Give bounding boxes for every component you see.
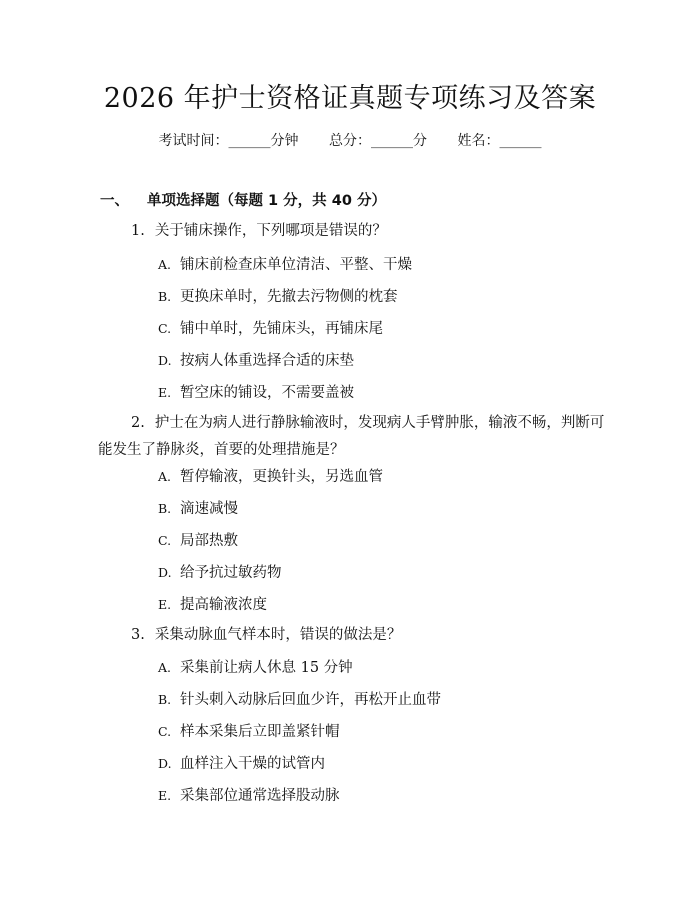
- option-1d: D. 按病人体重选择合适的床垫: [158, 353, 354, 369]
- option-3b: B. 针头刺入动脉后回血少许，再松开止血带: [158, 692, 441, 708]
- option-1e: E. 暂空床的铺设，不需要盖被: [158, 385, 354, 401]
- question-text: 采集动脉血气样本时，错误的做法是？: [154, 627, 402, 643]
- student-name: 姓名：______: [457, 133, 542, 149]
- option-3d: D. 血样注入干燥的试管内: [158, 756, 325, 772]
- option-3c: C. 样本采集后立即盖紧针帽: [158, 724, 340, 740]
- option-2a: A. 暂停输液，更换针头，另选血管: [158, 469, 383, 485]
- section-number: 一、: [100, 193, 129, 209]
- question-number: 3.: [131, 627, 145, 643]
- option-3a: A. 采集前让病人休息 15 分钟: [158, 660, 353, 676]
- option-3e: E. 采集部位通常选择股动脉: [158, 788, 340, 804]
- question-text: 关于铺床操作，下列哪项是错误的？: [154, 223, 387, 239]
- exam-meta: [0, 131, 700, 151]
- exam-time: 考试时间：______分钟: [158, 133, 299, 149]
- option-1a: A. 铺床前检查床单位清洁、平整、干燥: [158, 257, 412, 273]
- question-1: [98, 218, 608, 245]
- option-2c: C. 局部热敷: [158, 533, 238, 549]
- question-3: [98, 622, 608, 649]
- total-score: 总分：______分: [329, 133, 427, 149]
- question-text: 护士在为病人进行静脉输液时，发现病人手臂肿胀，输液不畅，判断可能发生了静脉炎，首要的处理措施是？: [98, 415, 605, 458]
- option-1b: B. 更换床单时，先撤去污物侧的枕套: [158, 289, 398, 305]
- option-2e: E. 提高输液浓度: [158, 597, 267, 613]
- question-number: 1.: [131, 223, 145, 239]
- question-2: [98, 410, 608, 464]
- option-2d: D. 给予抗过敏药物: [158, 565, 282, 581]
- page-title: 2026 年护士资格证真题专项练习及答案: [103, 83, 597, 114]
- section-title: 单项选择题（每题 1 分，共 40 分）: [147, 193, 386, 209]
- section-heading: [100, 191, 386, 211]
- question-number: 2.: [131, 415, 145, 431]
- option-2b: B. 滴速减慢: [158, 501, 238, 517]
- option-1c: C. 铺中单时，先铺床头，再铺床尾: [158, 321, 383, 337]
